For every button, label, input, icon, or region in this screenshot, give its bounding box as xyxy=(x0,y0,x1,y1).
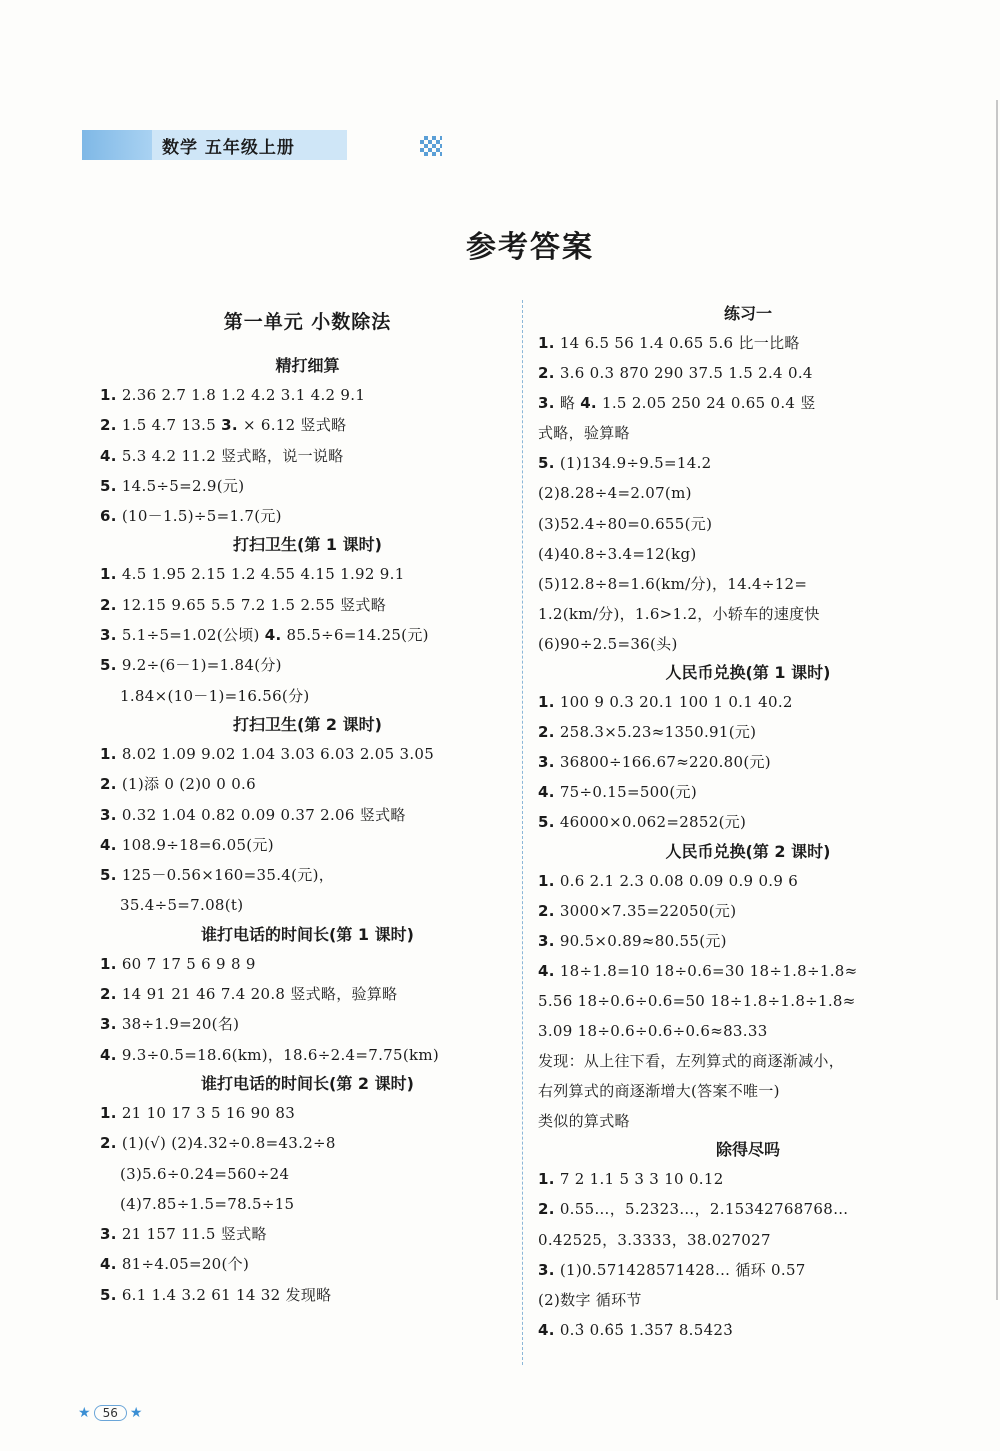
question-number: 3. xyxy=(221,416,238,435)
answer-continuation: 1.84×(10－1)=16.56(分) xyxy=(120,686,310,705)
answer-line xyxy=(538,388,958,418)
answer-text: 12.15 9.65 5.5 7.2 1.5 2.55 竖式略 xyxy=(116,595,387,614)
answer-continuation: (4)7.85÷1.5=78.5÷15 xyxy=(120,1194,295,1213)
question-number: 2. xyxy=(100,775,117,794)
question-number: 4. xyxy=(100,446,117,465)
answer-continuation: 5.56 18÷0.6÷0.6=50 18÷1.8÷1.8÷1.8≈ xyxy=(538,991,856,1010)
answer-text: 18÷1.8=10 18÷0.6=30 18÷1.8÷1.8≈ xyxy=(554,961,858,980)
answer-continuation: (3)5.6÷0.24=560÷24 xyxy=(120,1164,290,1183)
answer-text: 3000×7.35=22050(元) xyxy=(554,901,737,920)
question-number: 5. xyxy=(538,813,555,832)
question-number: 3. xyxy=(100,1225,117,1244)
question-number: 3. xyxy=(538,1260,555,1279)
question-number: 1. xyxy=(538,693,555,712)
header-band xyxy=(82,130,362,160)
answer-text: 100 9 0.3 20.1 100 1 0.1 40.2 xyxy=(554,693,793,712)
answer-text: 85.5÷6=14.25(元) xyxy=(281,626,429,645)
answer-text: 258.3×5.23≈1350.91(元) xyxy=(554,723,757,742)
answer-line xyxy=(538,896,958,926)
unit-title: 第一单元 小数除法 xyxy=(223,311,392,333)
answer-line xyxy=(100,949,515,979)
question-number: 4. xyxy=(580,394,597,413)
answer-continuation: (3)52.4÷80=0.655(元) xyxy=(538,514,713,533)
answer-text: 0.3̇ 0.6̇5̇ 1.3̇57̇ 8.54̇23̇ xyxy=(554,1320,734,1339)
answer-line xyxy=(538,1164,958,1194)
section-heading: 人民币兑换(第 2 课时) xyxy=(665,841,831,861)
answer-line xyxy=(538,956,958,986)
answer-line xyxy=(100,739,515,769)
answer-continuation: 发现：从上往下看，左列算式的商逐渐减小， xyxy=(538,1052,845,1071)
left-answer-list xyxy=(100,352,515,1310)
answer-text: 0.32 1.04 0.82 0.09 0.37 2.06 竖式略 xyxy=(116,805,406,824)
answer-continuation: (6)90÷2.5=36(头) xyxy=(538,634,678,653)
answer-text: 1.5 2.05 250 24 0.65 0.4 竖 xyxy=(596,394,816,413)
section-heading: 打扫卫生(第 1 课时) xyxy=(233,535,382,555)
answer-line xyxy=(100,471,515,501)
question-number: 6. xyxy=(100,507,117,526)
answer-line xyxy=(100,830,515,860)
answer-text: 46000×0.062=2852(元) xyxy=(554,813,747,832)
answer-text: 36800÷166.67≈220.80(元) xyxy=(554,753,771,772)
right-column xyxy=(538,300,958,1345)
answer-text: (1)0.571428571428… 循环 0.57 xyxy=(554,1260,806,1279)
question-number: 4. xyxy=(264,626,282,645)
answer-text: 6.1 1.4 3.2 61 14 32 发现略 xyxy=(116,1285,332,1304)
question-number: 1. xyxy=(538,1170,555,1189)
answer-line xyxy=(100,979,515,1009)
answer-text: 略 xyxy=(554,394,581,413)
question-number: 2. xyxy=(100,1134,117,1153)
answer-text: 81÷4.05=20(个) xyxy=(116,1255,250,1274)
answer-text: 125－0.56×160=35.4(元)， xyxy=(116,866,335,885)
page-number: 56 xyxy=(94,1405,127,1421)
page-edge-line xyxy=(996,100,998,1300)
answer-line xyxy=(538,687,958,717)
question-number: 2. xyxy=(538,901,555,920)
question-number: 5. xyxy=(100,866,117,885)
question-number: 3. xyxy=(100,626,117,645)
answer-line xyxy=(100,590,515,620)
column-divider xyxy=(522,300,523,1365)
section-heading: 打扫卫生(第 2 课时) xyxy=(233,714,382,734)
question-number: 1. xyxy=(100,565,117,584)
answer-line xyxy=(100,650,515,680)
answer-continuation: (4)40.8÷3.4=12(kg) xyxy=(538,544,697,563)
answer-text: 7 2 1.1 5 3 3 10 0.12 xyxy=(554,1170,724,1189)
answer-line xyxy=(100,1128,515,1158)
right-answer-list xyxy=(538,300,958,1345)
answer-text: 3.6 0.3 870 290 37.5 1.5 2.4 0.4 xyxy=(554,364,813,383)
answer-line xyxy=(100,501,515,531)
answer-line xyxy=(538,807,958,837)
star-icon: ★ xyxy=(129,1405,143,1421)
answer-text: 2.36 2.7 1.8 1.2 4.2 3.1 4.2 9.1 xyxy=(116,386,366,404)
question-number: 2. xyxy=(100,595,117,614)
answer-line xyxy=(538,1194,958,1224)
question-number: 1. xyxy=(538,334,555,352)
question-number: 1. xyxy=(538,871,555,890)
question-number: 3. xyxy=(100,805,117,824)
answer-line xyxy=(100,1009,515,1039)
answer-continuation: 1.2(km/分)，1.6>1.2，小轿车的速度快 xyxy=(538,604,820,623)
answer-continuation: 式略，验算略 xyxy=(538,424,630,443)
section-heading: 谁打电话的时间长(第 1 课时) xyxy=(201,924,414,944)
answer-text: 0.55…，5.2323…，2.15342768768… xyxy=(554,1200,849,1219)
answer-text: 90.5×0.89≈80.55(元) xyxy=(554,931,727,950)
answer-line xyxy=(538,1255,958,1285)
question-number: 4. xyxy=(100,1045,117,1064)
answer-text: 9.3÷0.5=18.6(km)，18.6÷2.4=7.75(km) xyxy=(116,1045,440,1064)
answer-line xyxy=(100,1280,515,1310)
answer-line xyxy=(538,448,958,478)
answer-text: 21 10 17 3 5 16 90 83 xyxy=(116,1103,296,1122)
question-number: 5. xyxy=(100,476,117,495)
answer-line xyxy=(100,559,515,589)
answer-line xyxy=(100,620,515,650)
answer-text: 21 157 11.5 竖式略 xyxy=(116,1225,267,1244)
answer-text: 14 6.5 56 1.4 0.65 5.6 比一比略 xyxy=(554,334,800,352)
question-number: 5. xyxy=(538,454,555,473)
answer-line xyxy=(538,777,958,807)
left-column xyxy=(100,300,515,1310)
question-number: 1. xyxy=(100,954,117,973)
answer-line xyxy=(100,410,515,440)
question-number: 1. xyxy=(100,1103,117,1122)
page-title: 参考答案 xyxy=(466,230,594,265)
answer-continuation: 类似的算式略 xyxy=(538,1112,630,1131)
checker-pattern-icon xyxy=(420,136,442,156)
answer-line xyxy=(100,1098,515,1128)
answer-text: 5.3 4.2 11.2 竖式略，说一说略 xyxy=(116,446,344,465)
section-heading: 除得尽吗 xyxy=(715,1140,780,1160)
answer-line xyxy=(100,860,515,890)
answer-text: 75÷0.15=500(元) xyxy=(554,783,697,802)
question-number: 4. xyxy=(538,961,555,980)
answer-text: 0.6 2.1 2.3 0.08 0.09 0.9 0.9 6 xyxy=(554,871,799,890)
question-number: 3. xyxy=(538,931,555,950)
page-number-badge xyxy=(78,1405,142,1421)
question-number: 5. xyxy=(100,656,117,675)
question-number: 2. xyxy=(100,416,117,435)
answer-line xyxy=(538,866,958,896)
answer-text: × 6.12 竖式略 xyxy=(237,416,347,435)
answer-line xyxy=(100,441,515,471)
question-number: 2. xyxy=(538,364,555,383)
answer-text: (1)134.9÷9.5=14.2 xyxy=(554,454,712,473)
question-number: 3. xyxy=(538,394,555,413)
section-heading: 人民币兑换(第 1 课时) xyxy=(665,663,831,683)
answer-continuation: 右列算式的商逐渐增大(答案不唯一) xyxy=(538,1082,780,1101)
section-heading: 精打细算 xyxy=(275,356,340,375)
answer-continuation: 0.42525，3.3333，38.027027 xyxy=(538,1230,771,1249)
question-number: 4. xyxy=(538,783,555,802)
question-number: 3. xyxy=(538,753,555,772)
answer-text: 9.2÷(6－1)=1.84(分) xyxy=(116,656,282,675)
section-heading: 练习一 xyxy=(723,304,772,323)
answer-line xyxy=(538,328,958,358)
answer-text: 4.5 1.95 2.15 1.2 4.55 4.15 1.92 9.1 xyxy=(116,565,405,584)
answer-continuation: (2)数字 循环节 xyxy=(538,1290,642,1309)
question-number: 4. xyxy=(538,1320,555,1339)
answer-line xyxy=(100,769,515,799)
answer-text: (1)添 0 (2)0 0 0.6 xyxy=(116,775,256,794)
answer-line xyxy=(538,926,958,956)
answer-continuation: (5)12.8÷8=1.6(km/分)，14.4÷12= xyxy=(538,574,808,593)
question-number: 2. xyxy=(538,723,555,742)
star-icon: ★ xyxy=(78,1405,91,1421)
answer-text: 60 7 17 5 6 9 8 9 xyxy=(116,954,256,973)
question-number: 2. xyxy=(100,985,117,1004)
question-number: 5. xyxy=(100,1285,117,1304)
question-number: 3. xyxy=(100,1015,117,1034)
answer-line xyxy=(538,717,958,747)
answer-line xyxy=(100,380,515,410)
answer-line xyxy=(538,747,958,777)
answer-line xyxy=(538,1315,958,1345)
answer-text: 1.5 4.7 13.5 xyxy=(116,416,222,435)
question-number: 4. xyxy=(100,835,117,854)
answer-text: 8.02 1.09 9.02 1.04 3.03 6.03 2.05 3.05 xyxy=(116,744,435,763)
answer-line xyxy=(100,1219,515,1249)
answer-text: 38÷1.9=20(名) xyxy=(116,1015,240,1034)
answer-text: 108.9÷18=6.05(元) xyxy=(116,835,274,854)
answer-line xyxy=(100,800,515,830)
header-accent-bar xyxy=(82,130,152,160)
answer-line xyxy=(538,358,958,388)
header-title: 数学 五年级上册 xyxy=(162,138,295,158)
answer-text: (1)(√) (2)4.32÷0.8=43.2÷8 xyxy=(116,1134,336,1153)
answer-text: (10－1.5)÷5=1.7(元) xyxy=(116,507,282,526)
question-number: 2. xyxy=(538,1200,555,1219)
answer-continuation: (2)8.28÷4=2.07(m) xyxy=(538,484,692,503)
question-number: 4. xyxy=(100,1255,117,1274)
question-number: 1. xyxy=(100,386,117,404)
answer-line xyxy=(100,1249,515,1279)
answer-continuation: 35.4÷5=7.08(t) xyxy=(120,896,244,915)
answer-continuation: 3.09 18÷0.6÷0.6÷0.6≈83.33 xyxy=(538,1021,768,1040)
question-number: 1. xyxy=(100,744,117,763)
answer-text: 14.5÷5=2.9(元) xyxy=(116,476,245,495)
answer-text: 14 91 21 46 7.4 20.8 竖式略，验算略 xyxy=(116,985,398,1004)
section-heading: 谁打电话的时间长(第 2 课时) xyxy=(201,1073,414,1093)
answer-line xyxy=(100,1040,515,1070)
answer-text: 5.1÷5=1.02(公顷) xyxy=(116,626,265,645)
